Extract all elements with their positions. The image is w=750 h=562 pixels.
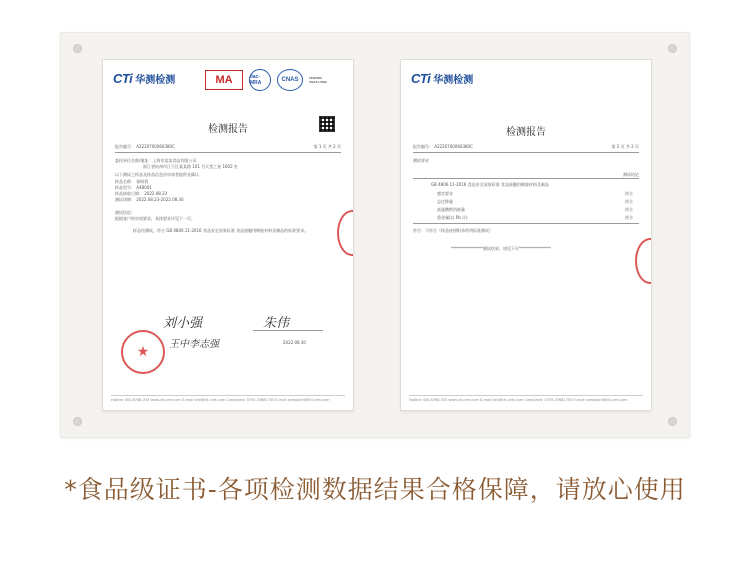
company-seal: ★ [121,330,165,374]
accreditation-marks [205,69,329,91]
pin-bottom-left [73,417,82,426]
report-title: 检测报告 [208,124,248,135]
divider [413,152,639,153]
side-seal [337,210,353,256]
field: 以下测试之样品及样品信息由申请者提供及确认： [115,172,203,177]
sign-date: 2022.08.30 [283,340,306,345]
pin-bottom-right [668,417,677,426]
ma-mark: MA [205,70,243,90]
signature-1: 刘小强 [163,316,203,331]
cnas-number: TESTING CNAS L0642 [309,76,327,84]
pin-top-left [73,44,82,53]
field: 样品经测试，符合 GB 4806.11-2016 食品安全国家标准 食品接触用橡胶材料及制品的标准要求。 [133,228,309,233]
test-result: 符合 [625,207,633,212]
field: 浙江省杭州市江干区某某路 101 号天堂之星 1602 室 [143,164,238,169]
report-title: 检测报告 [506,127,546,138]
test-result: 符合 [625,215,633,220]
note: 符合：不符合（样品按照附录所列标准测试） [413,228,493,233]
end-of-report: ****************测试结果，请见下页**************** [451,246,551,251]
test-item: 感官要求 [437,191,453,196]
field: 测试结论： [115,210,135,215]
field: 测试周期： 2022.08.23-2022.08.30 [115,197,184,202]
test-result: 符合 [625,199,633,204]
cti-logo [113,71,175,86]
cti-logo [411,71,473,86]
field: 样品接收日期： 2022.08.23 [115,191,168,196]
ilac-mark: ilac-MRA [249,69,271,91]
conclusion-header: 测试结论 [623,172,639,177]
test-item: GB 4806.11-2016 食品安全国家标准 食品接触用橡胶材料及制品 [431,182,549,187]
test-result: 符合 [625,191,633,196]
test-item: 总迁移量 [437,199,453,204]
table-divider [413,178,639,179]
signature-line [253,330,323,331]
brand-name: 华测检测 [433,75,474,86]
field: 根据客户的申请要求，具体要求详见下一页。 [115,216,195,221]
cnas-mark: CNAS [277,69,303,91]
certificate-board [60,32,690,438]
report-number: 报告编号： A2220700060380C [413,144,473,149]
page-number: 第 2 页 共 2 页 [611,144,639,149]
side-seal [635,238,651,284]
divider [115,152,341,153]
requirements-header: 测试要求 [413,158,429,163]
report-number: 报告编号： A2220700060380C [115,144,175,149]
field: 样品名称： 保鲜袋 [115,179,149,184]
caption: *食品级证书-各项检测数据结果合格保障，请放心使用 [64,475,686,504]
brand-name: 华测检测 [135,75,176,86]
report-footer: Hotline 400-6788-333 www.cti-cert.com E-mail info@cti-cert.com Complaint: 0755-33681700 E-mail complaint@cti-cert.com [111,395,345,402]
field: 委托单位名称/地址：上海市某某食品有限公司 [115,158,197,163]
test-report-page-2 [401,60,651,410]
test-report-page-1 [103,60,353,410]
pin-top-right [668,44,677,53]
test-item: 高锰酸钾消耗量 [437,207,465,212]
test-item: 重金属(以 Pb 计) [437,215,468,220]
signature-2: 朱伟 [263,316,290,331]
cti-brand: CTi [113,71,133,86]
page-number: 第 1 页 共 2 页 [313,144,341,149]
cti-brand: CTi [411,71,431,86]
table-divider [413,223,639,224]
report-footer: Hotline 400-6788-333 www.cti-cert.com E-mail info@cti-cert.com Complaint: 0755-33681700 E-mail complaint@cti-cert.com [409,395,643,402]
field: 样品型号： A4B001 [115,185,152,190]
signature-3: 王中李志强 [169,339,219,350]
